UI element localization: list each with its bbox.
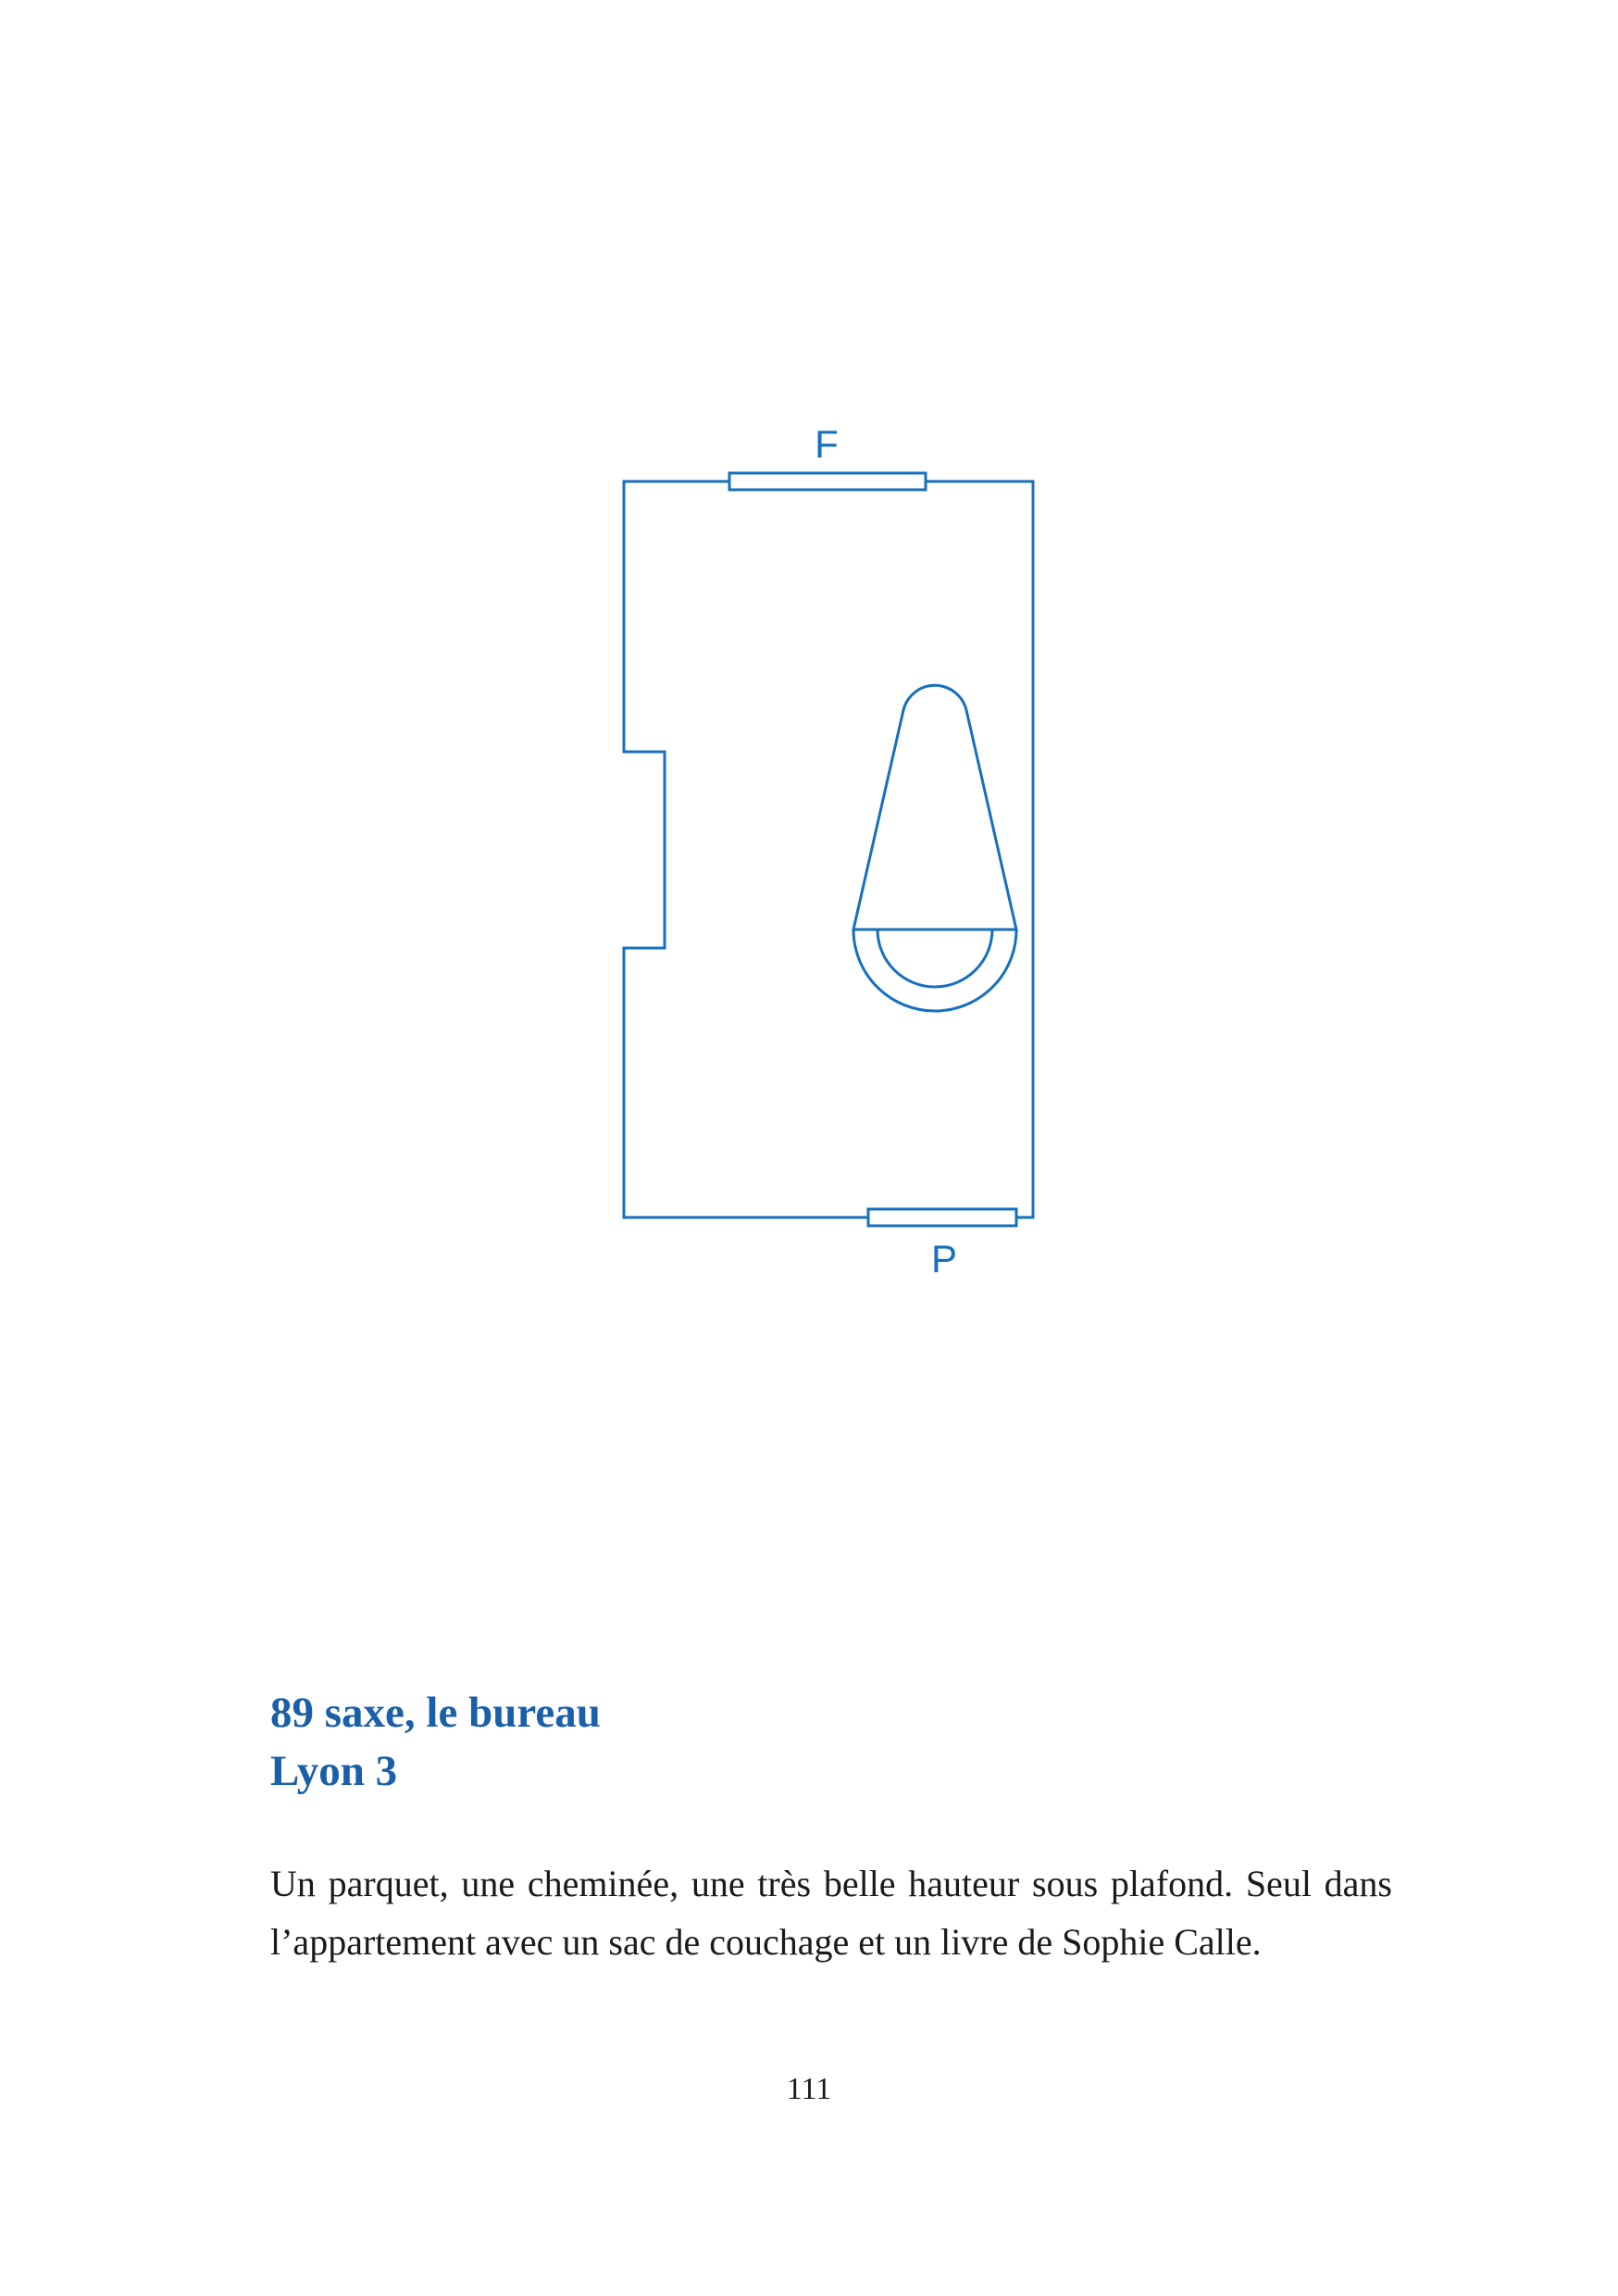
door-opening bbox=[868, 1209, 1016, 1226]
label-p: P bbox=[930, 1237, 958, 1280]
page-number: 111 bbox=[786, 2072, 832, 2106]
room-outline bbox=[624, 481, 1033, 1217]
title-city: Lyon 3 bbox=[270, 1747, 398, 1795]
window-opening bbox=[729, 473, 926, 490]
fireplace-shape bbox=[853, 685, 1016, 930]
body-paragraph: Un parquet, une cheminée, une très belle hauteur sous plafond. Seul dans l’appartement avec un sac de couchage et un livre de Sophie Calle. bbox=[270, 1863, 1392, 1963]
title-address: 89 saxe, le bureau bbox=[270, 1689, 601, 1737]
label-f: F bbox=[815, 422, 839, 466]
fireplace-inner-arc bbox=[877, 930, 992, 987]
